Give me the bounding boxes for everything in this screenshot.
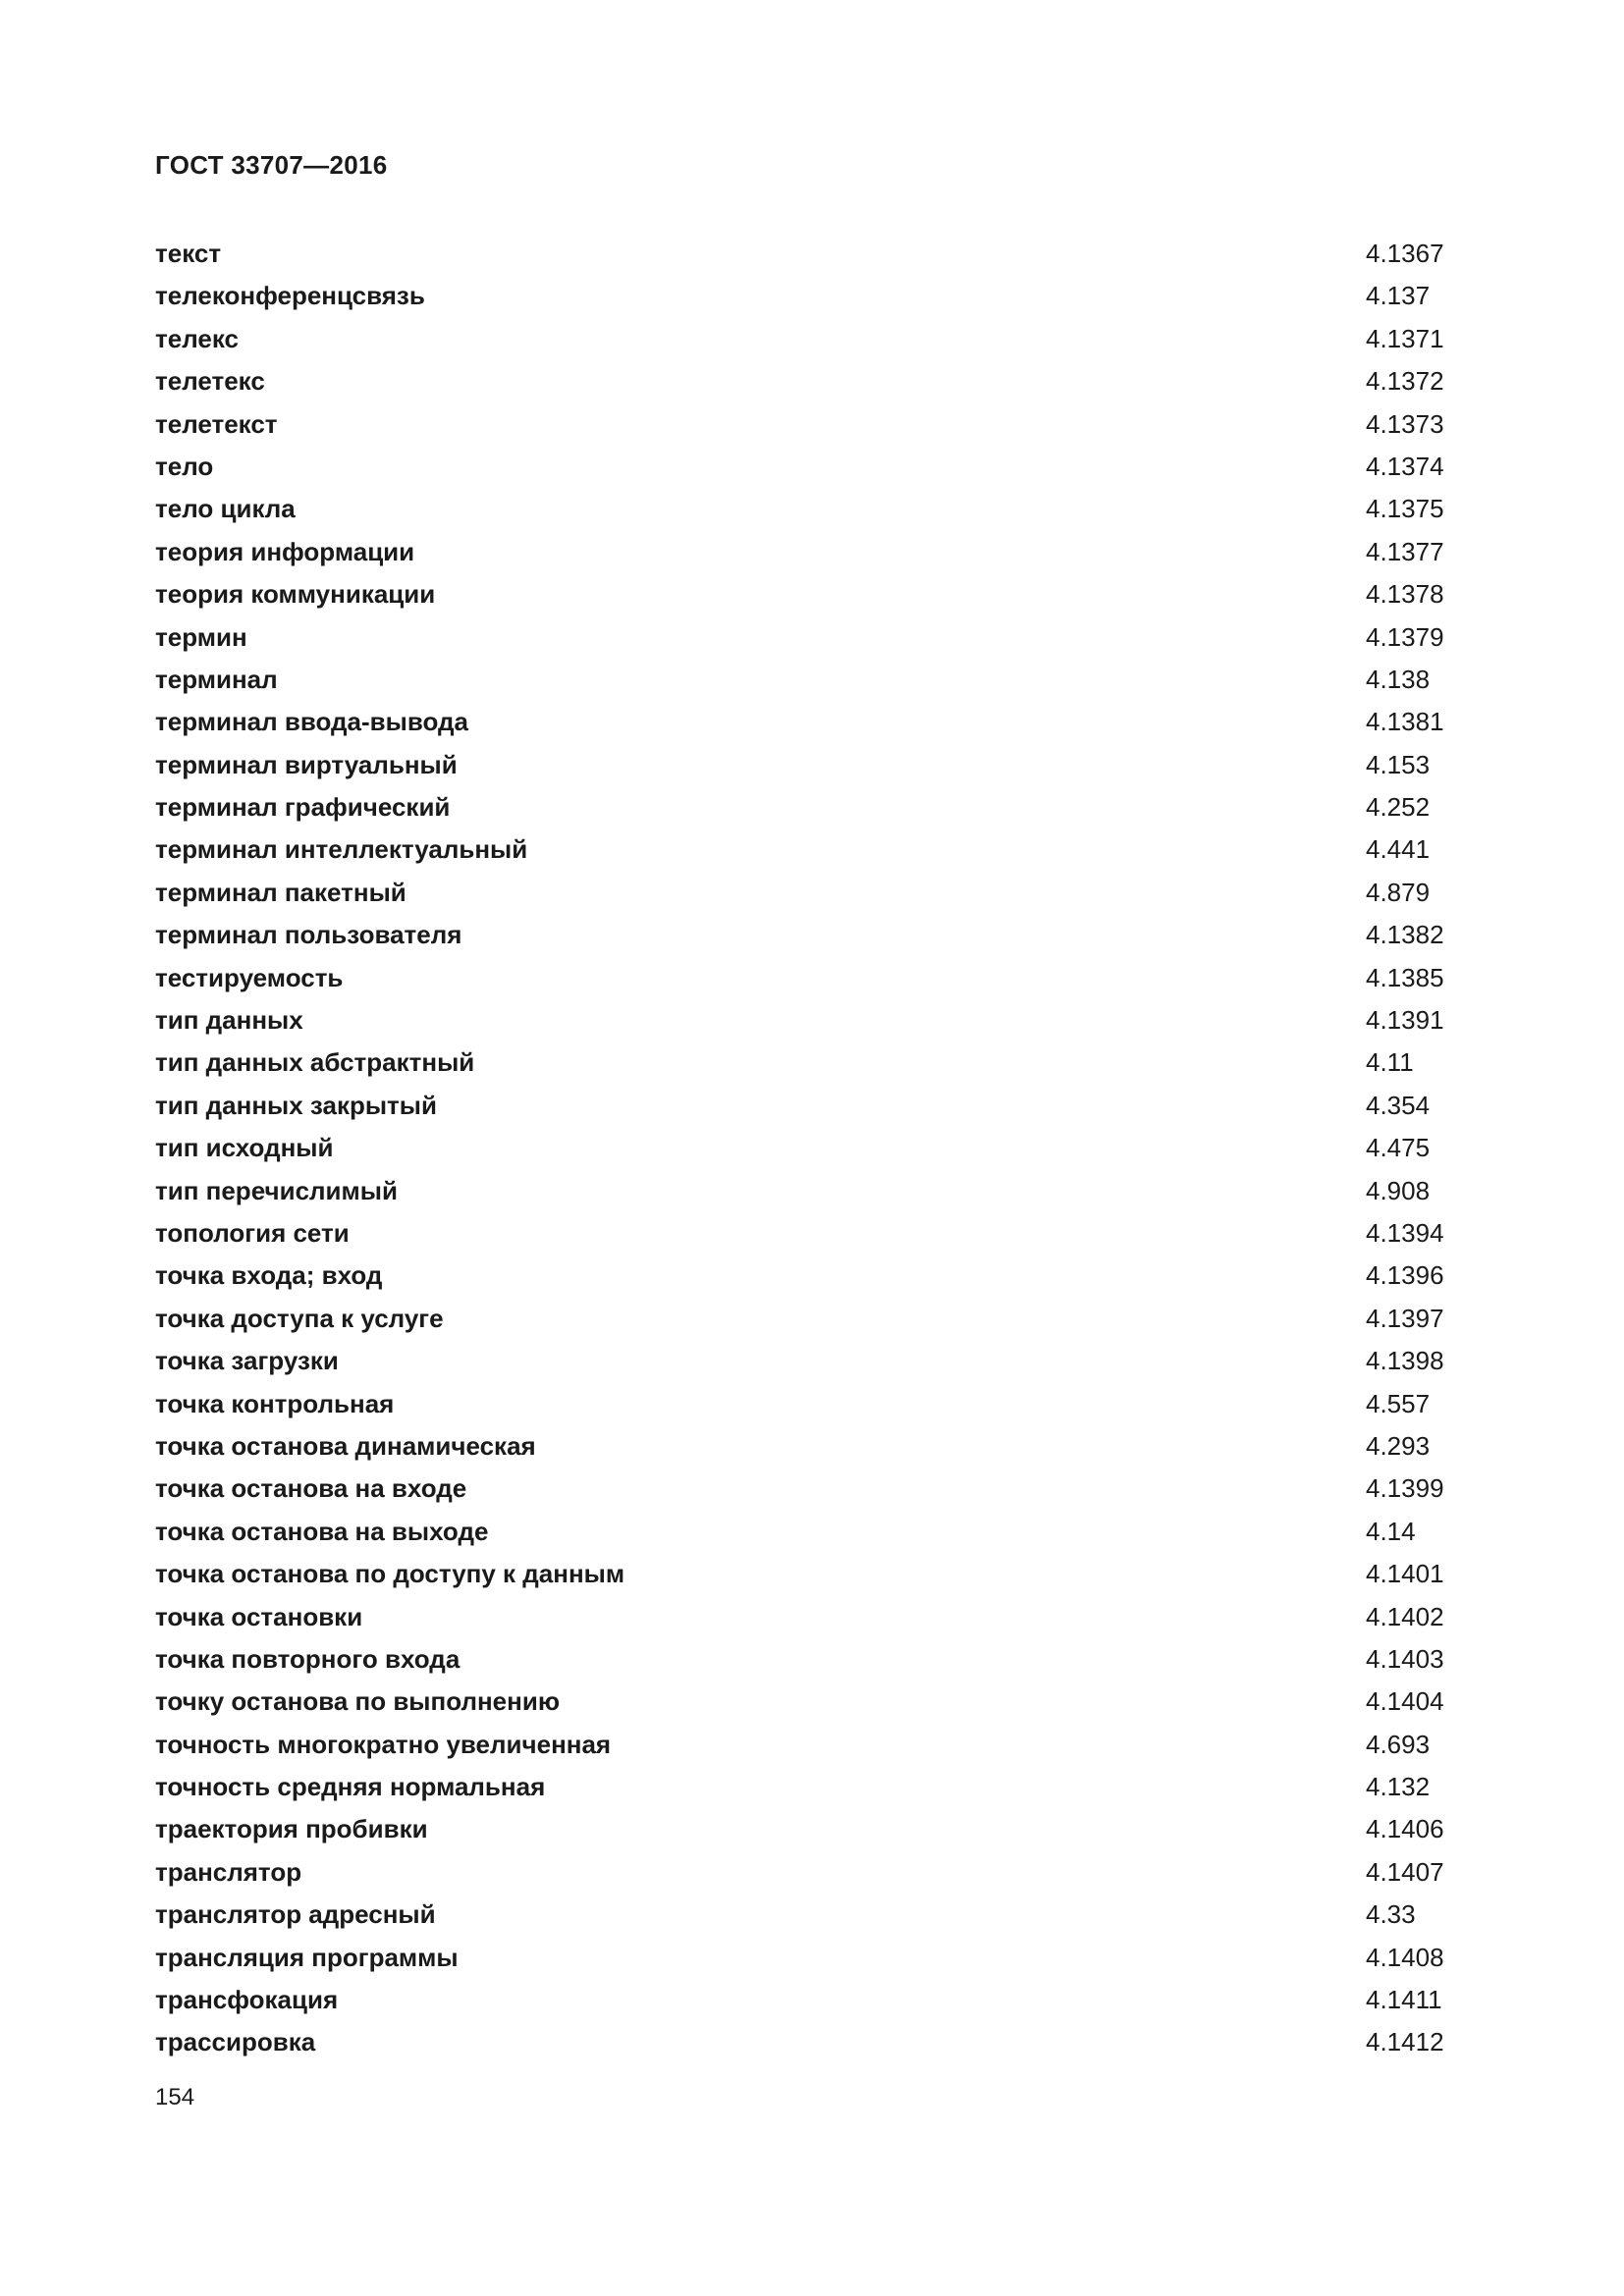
index-reference: 4.1397 [1366, 1303, 1444, 1333]
index-reference: 4.1404 [1366, 1686, 1444, 1717]
index-entry [155, 831, 1461, 874]
index-reference: 4.354 [1366, 1090, 1431, 1120]
index-reference: 4.1407 [1366, 1856, 1444, 1887]
index-term: терминал графический [155, 792, 451, 823]
index-reference: 4.1382 [1366, 920, 1444, 950]
index-entry [155, 747, 1461, 789]
index-term: точка останова динамическая [155, 1430, 536, 1461]
index-entry [155, 1769, 1461, 1811]
index-term: траектория пробивки [155, 1814, 428, 1844]
index-term: терминал ввода-вывода [155, 707, 468, 737]
index-entry [155, 662, 1461, 704]
index-term: точка останова по доступу к данным [155, 1559, 625, 1589]
index-reference: 4.1367 [1366, 239, 1444, 268]
index-reference: 4.1372 [1366, 366, 1444, 397]
index-entry [155, 406, 1461, 449]
index-reference: 4.252 [1366, 792, 1431, 823]
index-reference: 4.293 [1366, 1430, 1431, 1461]
index-reference: 4.14 [1366, 1516, 1416, 1546]
index-term: тело [155, 451, 214, 481]
index-entry [155, 1641, 1461, 1683]
index-term: терминал пользователя [155, 920, 462, 950]
index-reference: 4.1371 [1366, 323, 1444, 353]
index-reference: 4.1375 [1366, 494, 1444, 524]
page-number: 154 [155, 2084, 195, 2110]
index-term: телеконференцсвязь [155, 281, 425, 311]
index-reference: 4.1379 [1366, 621, 1444, 652]
index-reference: 4.1385 [1366, 962, 1444, 992]
index-entry [155, 1854, 1461, 1896]
index-entry [155, 1386, 1461, 1428]
index-entry [155, 491, 1461, 533]
index-term: точка доступа к услуге [155, 1303, 444, 1333]
index-entry [155, 1470, 1461, 1513]
index-term: терминал интеллектуальный [155, 834, 528, 865]
index-reference: 4.132 [1366, 1772, 1431, 1802]
index-reference: 4.1401 [1366, 1559, 1444, 1589]
index-term: теория коммуникации [155, 579, 436, 610]
index-reference: 4.1411 [1366, 1985, 1442, 2015]
index-reference: 4.1394 [1366, 1217, 1444, 1248]
index-reference: 4.1381 [1366, 707, 1444, 737]
index-entry [155, 321, 1461, 363]
index-entry [155, 1130, 1461, 1172]
index-entry [155, 619, 1461, 662]
index-reference: 4.1412 [1366, 2027, 1444, 2057]
index-term: теория информации [155, 536, 415, 566]
index-entry [155, 1556, 1461, 1598]
index-term: терминал [155, 664, 278, 694]
index-entry [155, 1896, 1461, 1939]
index-term: точка остановки [155, 1601, 363, 1631]
index-term: терминал виртуальный [155, 749, 458, 779]
index-term: тип данных [155, 1005, 303, 1036]
index-term: топология сети [155, 1217, 350, 1248]
index-reference: 4.441 [1366, 834, 1431, 865]
index-term: трансфокация [155, 1985, 339, 2015]
index-entry [155, 704, 1461, 746]
index-reference: 4.1402 [1366, 1601, 1444, 1631]
index-entry [155, 1002, 1461, 1044]
index-entry [155, 278, 1461, 320]
index-reference: 4.1408 [1366, 1942, 1444, 1972]
index-term: точность многократно увеличенная [155, 1729, 612, 1759]
index-term: тип исходный [155, 1133, 334, 1163]
index-entry [155, 1215, 1461, 1257]
index-entry [155, 1428, 1461, 1470]
index-entry [155, 1343, 1461, 1385]
index-entry [155, 363, 1461, 405]
index-entry [155, 2024, 1461, 2066]
index-reference: 4.1377 [1366, 536, 1444, 566]
index-entry [155, 1811, 1461, 1853]
index-term: точка контрольная [155, 1388, 395, 1418]
index-entry [155, 1257, 1461, 1300]
index-term: тип данных абстрактный [155, 1047, 475, 1078]
index-reference: 4.693 [1366, 1729, 1431, 1759]
index-term: точка входа; вход [155, 1260, 383, 1291]
index-entry [155, 1727, 1461, 1769]
index-entry [155, 1982, 1461, 2024]
index-entry [155, 1599, 1461, 1641]
index-term: точка загрузки [155, 1346, 339, 1376]
index-entry [155, 576, 1461, 618]
index-reference: 4.1406 [1366, 1814, 1444, 1844]
index-reference: 4.1403 [1366, 1643, 1444, 1674]
index-term: транслятор адресный [155, 1899, 436, 1930]
index-term: тип данных закрытый [155, 1090, 437, 1120]
index-reference: 4.1374 [1366, 451, 1444, 481]
term-index-list [155, 236, 1461, 2067]
index-entry [155, 875, 1461, 917]
index-entry [155, 789, 1461, 831]
index-term: точка останова на входе [155, 1473, 467, 1504]
index-term: телетекс [155, 366, 265, 397]
index-entry [155, 1088, 1461, 1130]
index-entry [155, 449, 1461, 491]
index-term: трансляция программы [155, 1942, 459, 1972]
index-reference: 4.1373 [1366, 408, 1444, 439]
index-entry [155, 1173, 1461, 1215]
index-reference: 4.1398 [1366, 1346, 1444, 1376]
index-term: термин [155, 621, 247, 652]
index-term: тестируемость [155, 962, 344, 992]
index-reference: 4.879 [1366, 877, 1431, 907]
index-reference: 4.908 [1366, 1175, 1431, 1205]
index-entry [155, 1940, 1461, 1982]
index-reference: 4.1399 [1366, 1473, 1444, 1504]
index-entry [155, 534, 1461, 576]
index-reference: 4.1396 [1366, 1260, 1444, 1291]
index-entry [155, 917, 1461, 959]
index-term: точка повторного входа [155, 1643, 460, 1674]
index-term: точку останова по выполнению [155, 1686, 561, 1717]
index-term: точность средняя нормальная [155, 1772, 546, 1802]
index-reference: 4.1378 [1366, 579, 1444, 610]
index-reference: 4.137 [1366, 281, 1431, 311]
index-reference: 4.138 [1366, 664, 1431, 694]
index-entry [155, 960, 1461, 1002]
index-reference: 4.33 [1366, 1899, 1416, 1930]
index-term: текст [155, 239, 222, 268]
index-term: терминал пакетный [155, 877, 406, 907]
index-term: тип перечислимый [155, 1175, 398, 1205]
index-entry [155, 1044, 1461, 1087]
index-term: точка останова на выходе [155, 1516, 489, 1546]
index-entry [155, 1514, 1461, 1556]
index-reference: 4.557 [1366, 1388, 1431, 1418]
index-entry [155, 1301, 1461, 1343]
index-reference: 4.11 [1366, 1047, 1414, 1078]
index-entry [155, 1683, 1461, 1726]
standard-header: ГОСТ 33707—2016 [155, 150, 388, 180]
index-term: трассировка [155, 2027, 316, 2057]
index-reference: 4.1391 [1366, 1005, 1444, 1036]
index-reference: 4.475 [1366, 1133, 1431, 1163]
index-term: телекс [155, 323, 239, 353]
index-entry [155, 236, 1461, 278]
index-term: телетекст [155, 408, 278, 439]
index-term: транслятор [155, 1856, 302, 1887]
index-term: тело цикла [155, 494, 296, 524]
index-reference: 4.153 [1366, 749, 1431, 779]
